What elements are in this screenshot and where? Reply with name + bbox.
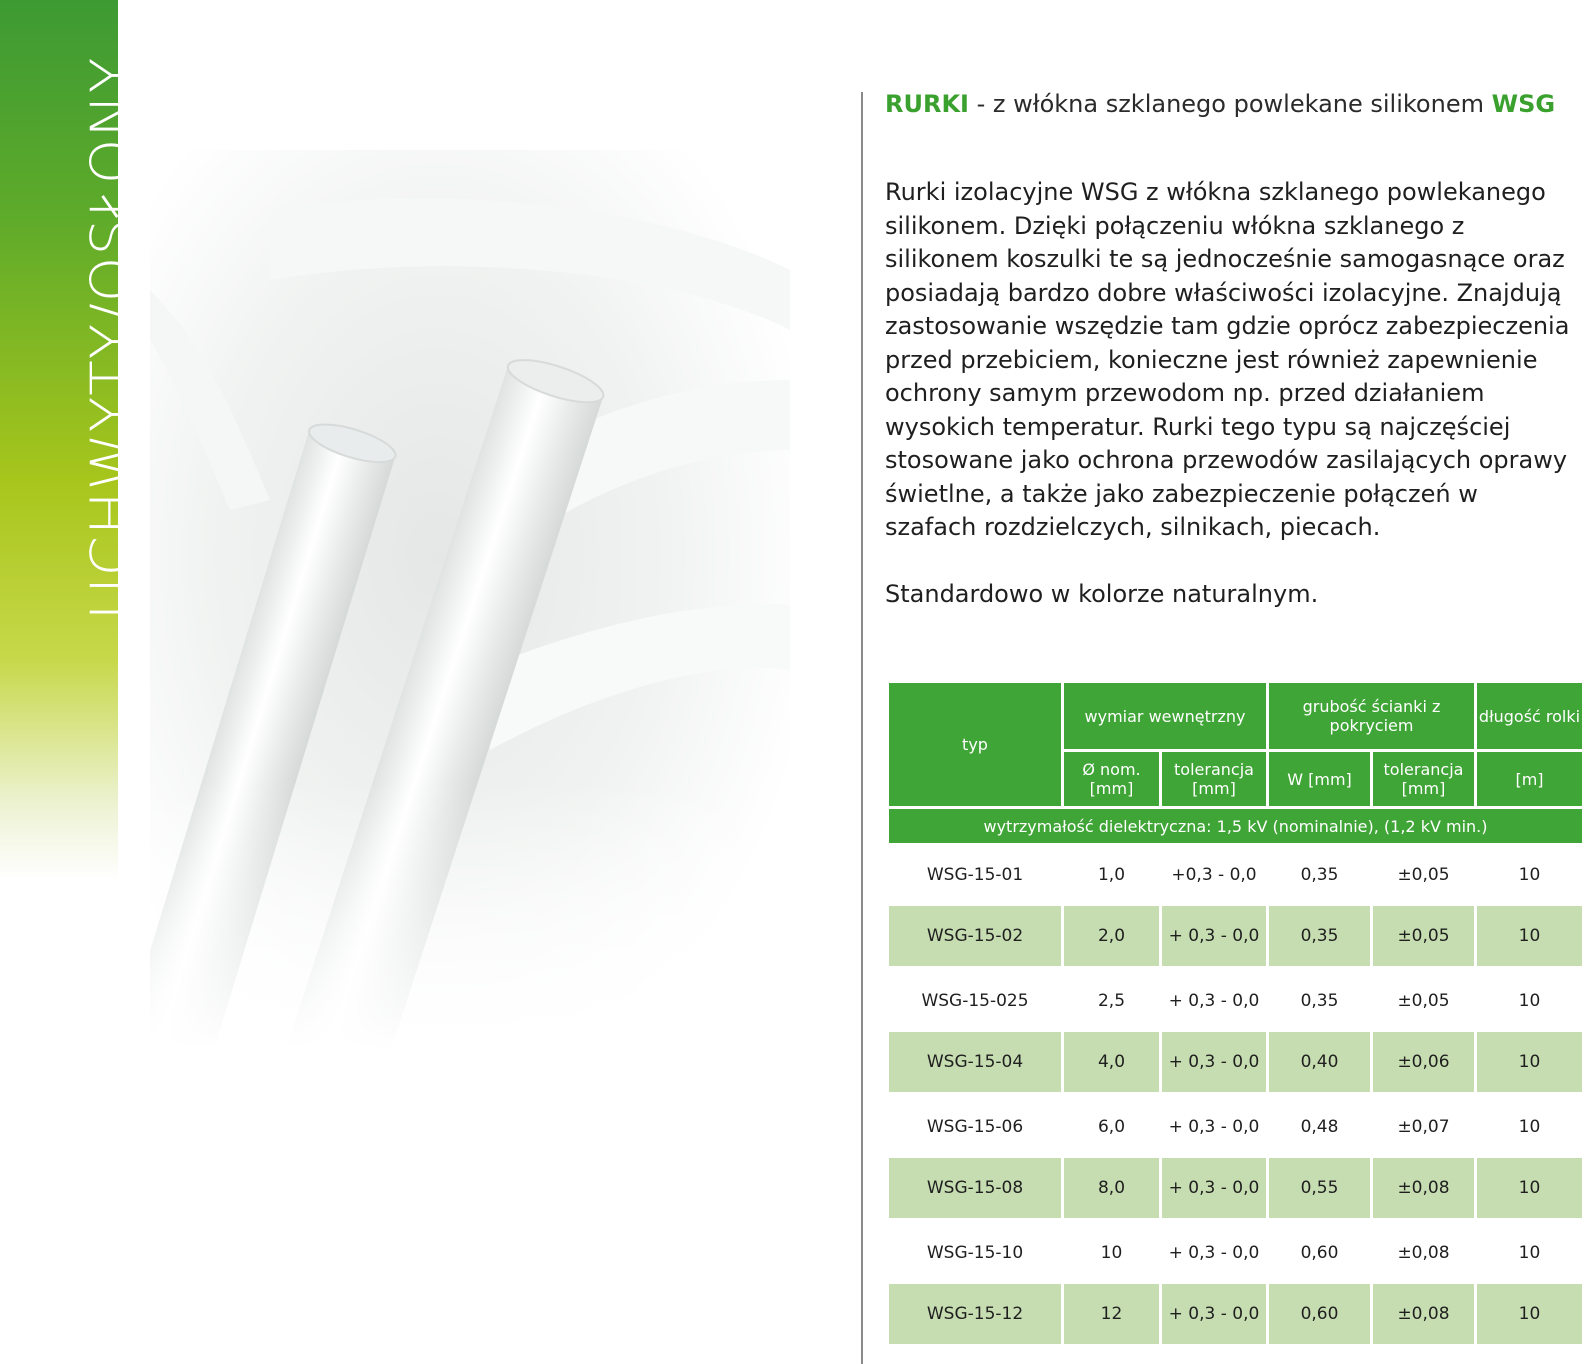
cell-tolerance: + 0,3 - 0,0: [1168, 1116, 1260, 1137]
cell-length: 10: [1477, 1158, 1582, 1221]
cell-wall-tolerance: ±0,05: [1373, 906, 1474, 969]
cell-wall-tolerance: ±0,06: [1373, 1032, 1474, 1095]
table-row: [889, 1284, 1582, 1347]
cell-wall-tolerance: ±0,07: [1397, 1116, 1450, 1137]
cell-wall-tolerance: ±0,08: [1373, 1158, 1474, 1221]
cell-tolerance: + 0,3 - 0,0: [1162, 906, 1266, 969]
heading-brand: RURKI: [885, 90, 969, 118]
table-row: [889, 843, 1582, 906]
spec-table-body: [889, 843, 1582, 1347]
divider-line: [861, 92, 863, 1364]
cell-wall: 0,35: [1300, 990, 1339, 1011]
cell-type: WSG-15-08: [889, 1158, 1061, 1221]
cell-wall: 0,35: [1300, 864, 1339, 885]
cell-nominal: 12: [1064, 1284, 1159, 1347]
page-heading: [885, 90, 1555, 118]
cell-length: 10: [1477, 1032, 1582, 1095]
cell-type: WSG-15-04: [889, 1032, 1061, 1095]
dielectric-note: wytrzymałość dielektryczna: 1,5 kV (nominalnie), (1,2 kV min.): [889, 809, 1582, 843]
header-typ: typ: [889, 683, 1061, 809]
cell-tolerance: + 0,3 - 0,0: [1162, 1032, 1266, 1095]
cell-type: WSG-15-10: [926, 1242, 1024, 1263]
cell-wall-tolerance: ±0,08: [1397, 1242, 1450, 1263]
table-row: [889, 969, 1582, 1032]
cell-type: WSG-15-025: [921, 990, 1029, 1011]
cell-tolerance: +0,3 - 0,0: [1171, 864, 1257, 885]
header-tolerance-2: tolerancja [mm]: [1373, 752, 1474, 809]
table-row: [889, 1032, 1582, 1095]
description-paragraph: Rurki izolacyjne WSG z włókna szklanego powlekanego silikonem. Dzięki połączeniu włókna szklanego z silikonem koszulki te są jednocześnie samogasnące oraz posiadają bardzo dobre właściwości izolacyjne. Znajdują zastosowanie wszędzie tam gdzie oprócz zabezpieczenia przed przebiciem, konieczne jest również zapewnienie ochrony samym przewodom np. przed działaniem wysokich temperatur. Rurki tego typu są najczęściej stosowane jako ochrona przewodów zasilających oprawy świetlne, a także jako zabezpieczenie połączeń w szafach rozdzielczych, silnikach, piecach.: [885, 178, 1570, 541]
side-title: UCHWYTY/OSŁONY: [78, 56, 146, 620]
table-row: [889, 1095, 1582, 1158]
product-photo: [150, 150, 790, 1050]
cell-wall: 0,48: [1300, 1116, 1339, 1137]
cell-nominal: 4,0: [1064, 1032, 1159, 1095]
cell-type: WSG-15-06: [926, 1116, 1024, 1137]
header-w: W [mm]: [1269, 752, 1370, 809]
cell-type: WSG-15-12: [889, 1284, 1061, 1347]
cell-nominal: 8,0: [1064, 1158, 1159, 1221]
spec-table: [886, 683, 1585, 1347]
cell-wall-tolerance: ±0,08: [1373, 1284, 1474, 1347]
cell-nominal: 2,5: [1097, 990, 1126, 1011]
heading-code: WSG: [1491, 90, 1556, 118]
cell-type: WSG-15-02: [889, 906, 1061, 969]
cell-tolerance: + 0,3 - 0,0: [1168, 990, 1260, 1011]
cell-length: 10: [1518, 1242, 1541, 1263]
cell-wall: 0,60: [1300, 1242, 1339, 1263]
color-note: Standardowo w kolorze naturalnym.: [885, 579, 1319, 608]
product-description: [885, 176, 1575, 611]
cell-wall: 0,55: [1269, 1158, 1370, 1221]
cell-length: 10: [1477, 906, 1582, 969]
table-row: [889, 1158, 1582, 1221]
cell-wall-tolerance: ±0,05: [1397, 990, 1450, 1011]
cell-length: 10: [1477, 1284, 1582, 1347]
cell-tolerance: + 0,3 - 0,0: [1168, 1242, 1260, 1263]
table-row: [889, 1221, 1582, 1284]
cell-wall: 0,40: [1269, 1032, 1370, 1095]
cell-length: 10: [1518, 864, 1541, 885]
cell-wall-tolerance: ±0,05: [1397, 864, 1450, 885]
cell-nominal: 1,0: [1097, 864, 1126, 885]
cell-nominal: 6,0: [1097, 1116, 1126, 1137]
cell-tolerance: + 0,3 - 0,0: [1162, 1158, 1266, 1221]
header-nom: Ø nom. [mm]: [1064, 752, 1159, 809]
header-dlugosc: długość rolki: [1477, 683, 1582, 752]
heading-text: - z włókna szklanego powlekane silikonem: [968, 90, 1492, 118]
cell-length: 10: [1518, 990, 1541, 1011]
cell-length: 10: [1518, 1116, 1541, 1137]
cell-type: WSG-15-01: [926, 864, 1024, 885]
header-wymiar: wymiar wewnętrzny: [1064, 683, 1266, 752]
header-m: [m]: [1477, 752, 1582, 809]
cell-nominal: 10: [1100, 1242, 1123, 1263]
cell-wall: 0,60: [1269, 1284, 1370, 1347]
cell-tolerance: + 0,3 - 0,0: [1162, 1284, 1266, 1347]
header-tolerance-1: tolerancja [mm]: [1162, 752, 1266, 809]
cell-wall: 0,35: [1269, 906, 1370, 969]
table-row: [889, 906, 1582, 969]
cell-nominal: 2,0: [1064, 906, 1159, 969]
header-grubosc: grubość ścianki z pokryciem: [1269, 683, 1474, 752]
